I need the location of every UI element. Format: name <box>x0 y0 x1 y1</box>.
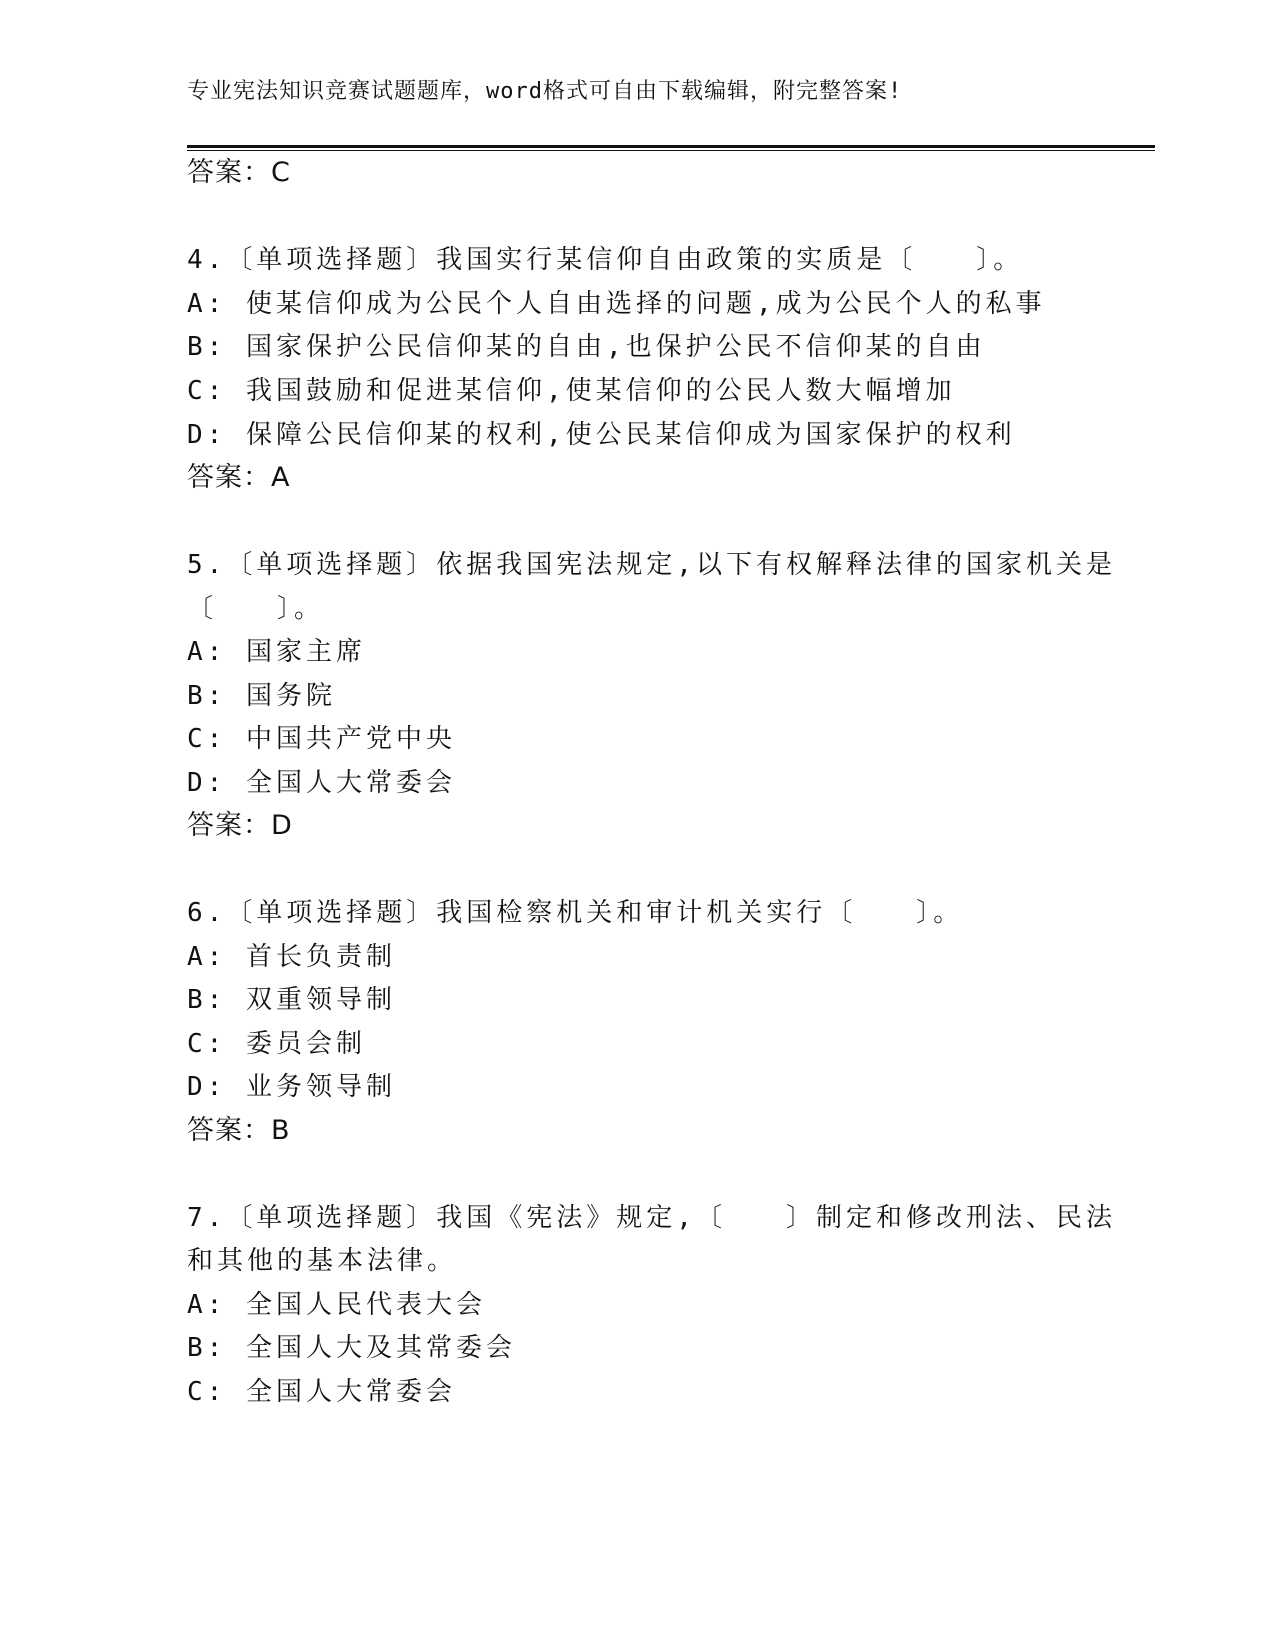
question-6-option-a: A: 首长负责制 <box>187 942 396 972</box>
question-5-stem-continued: 〔 〕。 <box>187 594 325 624</box>
question-6-answer: 答案：B <box>187 1115 291 1146</box>
question-7-option-c: C: 全国人大常委会 <box>187 1377 456 1407</box>
question-4-option-b: B: 国家保护公民信仰某的自由,也保护公民不信仰某的自由 <box>187 332 986 362</box>
question-6-stem: 6.〔单项选择题〕我国检察机关和审计机关实行〔 〕。 <box>187 898 964 928</box>
question-6-option-c: C: 委员会制 <box>187 1029 366 1059</box>
question-5-option-a: A: 国家主席 <box>187 637 366 667</box>
question-7-stem: 7.〔单项选择题〕我国《宪法》规定,〔 〕制定和修改刑法、民法 <box>187 1203 1116 1233</box>
question-7-stem-continued: 和其他的基本法律。 <box>187 1246 458 1276</box>
page-header-text: 专业宪法知识竞赛试题题库，word格式可自由下载编辑，附完整答案! <box>187 79 903 104</box>
question-6-option-b: B: 双重领导制 <box>187 985 396 1015</box>
header-rule-thick <box>187 145 1155 148</box>
question-4-option-d: D: 保障公民信仰某的权利,使公民某信仰成为国家保护的权利 <box>187 420 1016 450</box>
question-4-stem: 4.〔单项选择题〕我国实行某信仰自由政策的实质是〔 〕。 <box>187 245 1024 275</box>
question-5-option-d: D: 全国人大常委会 <box>187 768 456 798</box>
question-4-answer: 答案：A <box>187 462 291 493</box>
question-5-answer: 答案：D <box>187 810 293 841</box>
question-4-option-a: A: 使某信仰成为公民个人自由选择的问题,成为公民个人的私事 <box>187 289 1046 319</box>
question-4-option-c: C: 我国鼓励和促进某信仰,使某信仰的公民人数大幅增加 <box>187 376 956 406</box>
question-5-stem: 5.〔单项选择题〕依据我国宪法规定,以下有权解释法律的国家机关是 <box>187 550 1116 580</box>
question-5-option-c: C: 中国共产党中央 <box>187 724 456 754</box>
header-rule-thin <box>187 150 1155 151</box>
answer-line: 答案：C <box>187 157 291 188</box>
question-6-option-d: D: 业务领导制 <box>187 1072 396 1102</box>
question-5-option-b: B: 国务院 <box>187 681 336 711</box>
question-7-option-b: B: 全国人大及其常委会 <box>187 1333 516 1363</box>
question-7-option-a: A: 全国人民代表大会 <box>187 1290 486 1320</box>
